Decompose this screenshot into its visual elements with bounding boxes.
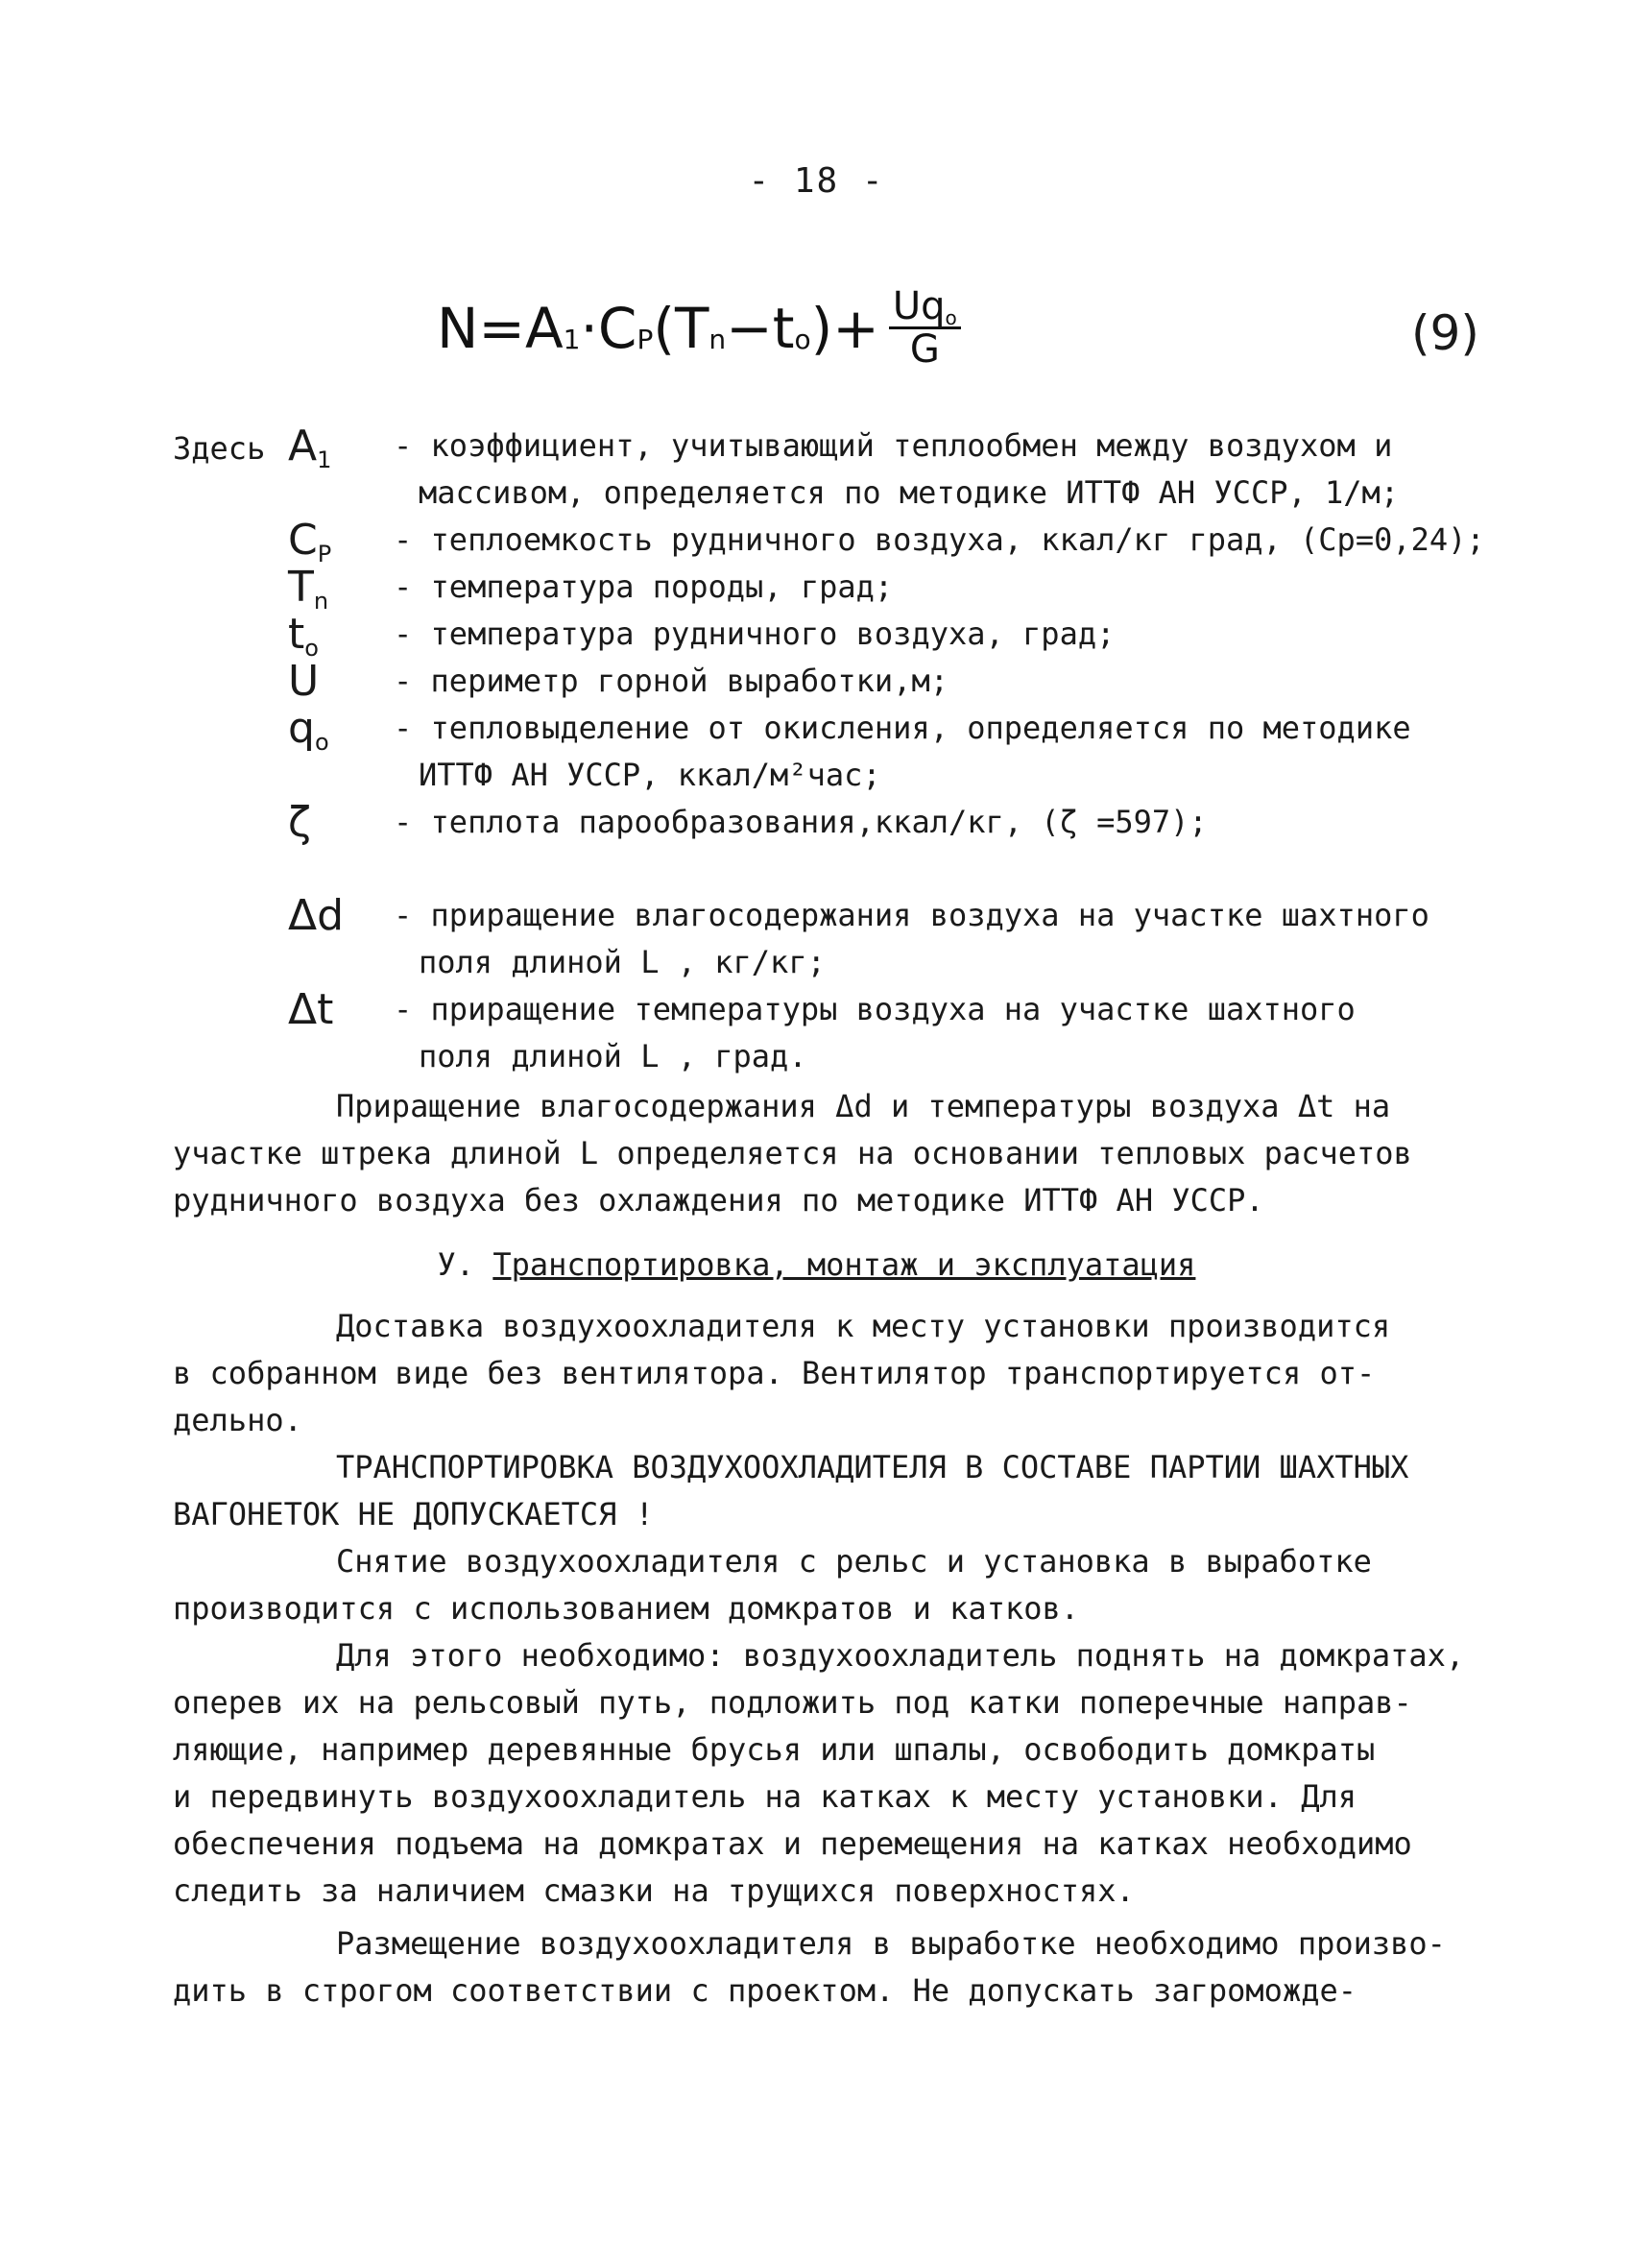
paragraph-delivery xyxy=(173,1303,1498,1444)
paragraph-line: ВАГОНЕТОК НЕ ДОПУСКАЕТСЯ ! xyxy=(173,1496,654,1532)
symbol-main: A xyxy=(288,422,318,470)
paragraph-line: оперев их на рельсовый путь, подложить под катки поперечные направ- xyxy=(173,1684,1412,1721)
definition-line: - температура породы, град; xyxy=(394,568,894,605)
definition-delta-d xyxy=(288,892,1498,986)
numerator-main: Uq xyxy=(892,284,946,328)
definition-line: ИТТФ АН УССР, ккал/м²час; xyxy=(419,757,881,793)
paragraph-line: ТРАНСПОРТИРОВКА ВОЗДУХООХЛАДИТЕЛЯ В СОСТАВЕ ПАРТИИ ШАХТНЫХ xyxy=(336,1449,1409,1485)
paragraph-line: рудничного воздуха без охлаждения по методике ИТТФ АН УССР. xyxy=(173,1182,1264,1218)
symbol xyxy=(288,422,394,476)
paragraph-line: Приращение влагосодержания Δd и температуры воздуха Δt на xyxy=(336,1088,1391,1124)
definition-to xyxy=(288,610,1498,662)
symbol xyxy=(288,892,394,939)
paragraph-increments xyxy=(173,1083,1498,1224)
symbol-main: T xyxy=(288,563,314,612)
paragraph-line: Размещение воздухоохладителя в выработке необходимо произво- xyxy=(336,1925,1446,1962)
formula-lhs: N=A xyxy=(437,295,564,361)
symbol-main: t xyxy=(288,610,305,659)
fraction-numerator xyxy=(889,286,961,329)
paragraph-line: Доставка воздухоохладителя к месту установки производится xyxy=(336,1308,1391,1344)
formula-fraction xyxy=(889,286,961,370)
definition-line: массивом, определяется по методике ИТТФ АН УССР, 1/м; xyxy=(419,474,1400,511)
symbol-sub: P xyxy=(317,541,332,567)
definition-delta-t xyxy=(288,986,1498,1080)
symbol-main: U xyxy=(288,657,320,706)
paragraph-line: дить в строгом соответствии с проектом. Не допускать загроможде- xyxy=(173,1972,1357,2009)
paragraph-line: производится с использованием домкратов и катков. xyxy=(173,1590,1080,1627)
definition-line: - коэффициент, учитывающий теплообмен между воздухом и xyxy=(394,427,1393,464)
paragraph-line: Для этого необходимо: воздухоохладитель поднять на домкратах, xyxy=(336,1637,1465,1674)
symbol xyxy=(288,705,394,759)
definition-line: поля длиной L , град. xyxy=(419,1038,807,1074)
section-title: Транспортировка, монтаж и эксплуатация xyxy=(492,1246,1196,1283)
formula-sub-p: P xyxy=(636,324,654,355)
definition-zeta xyxy=(288,799,1498,846)
symbol-main: Δd xyxy=(288,891,345,940)
definition-line: - приращение температуры воздуха на участке шахтного xyxy=(394,991,1356,1027)
symbol-sub: o xyxy=(314,729,329,756)
paragraph-procedure xyxy=(173,1632,1498,1915)
paragraph-line: ляющие, например деревянные брусья или шпалы, освободить домкраты xyxy=(173,1731,1376,1768)
symbol-sub: o xyxy=(304,635,319,662)
symbol-sub: 1 xyxy=(317,446,332,473)
formula-sub-1: 1 xyxy=(563,324,581,355)
definition-line: - приращение влагосодержания воздуха на участке шахтного xyxy=(394,897,1429,933)
spacer xyxy=(288,846,1498,892)
definition-tn xyxy=(288,563,1498,615)
paragraph-removal xyxy=(173,1538,1498,1632)
definition-line: поля длиной L , кг/кг; xyxy=(419,944,826,980)
paragraph-warning xyxy=(173,1444,1498,1538)
paragraph-line: в собранном виде без вентилятора. Вентилятор транспортируется от- xyxy=(173,1355,1376,1391)
zdes-label: Здесь xyxy=(173,430,266,467)
paragraph-line: участке штрека длиной L определяется на основании тепловых расчетов xyxy=(173,1135,1412,1171)
paragraph-line: следить за наличием смазки на трущихся поверхностях. xyxy=(173,1872,1135,1909)
formula-9 xyxy=(437,286,961,370)
symbol xyxy=(288,799,394,853)
definition-u xyxy=(288,658,1498,705)
symbol-main: q xyxy=(288,704,315,753)
symbol-main: ζ xyxy=(288,798,311,847)
formula-sub-o: o xyxy=(794,324,811,355)
equation-number: (9) xyxy=(1411,305,1479,361)
formula-sub-n: n xyxy=(708,324,727,355)
page-number: - 18 - xyxy=(748,161,885,201)
definition-line: - теплоемкость рудничного воздуха, ккал/кг град, (Cp=0,24); xyxy=(394,521,1485,558)
formula-minus: −t xyxy=(726,295,795,361)
symbol-main: C xyxy=(288,516,318,565)
paragraph-line: Снятие воздухоохладителя с рельс и установка в выработке xyxy=(336,1543,1372,1580)
definition-line: - теплота парообразования,ккал/кг, (ζ =597); xyxy=(394,804,1208,840)
definitions-list xyxy=(288,422,1498,1080)
formula-paren-open: (T xyxy=(653,295,709,361)
definition-qo xyxy=(288,705,1498,799)
fraction-denominator: G xyxy=(909,327,940,372)
symbol xyxy=(288,986,394,1033)
paragraph-line: обеспечения подъема на домкратах и перемещения на катках необходимо xyxy=(173,1825,1412,1862)
symbol-sub: n xyxy=(313,588,329,615)
section-number: У. xyxy=(437,1246,475,1283)
definition-line: - периметр горной выработки,м; xyxy=(394,663,949,699)
paragraph-line: дельно. xyxy=(173,1402,302,1438)
section-heading xyxy=(0,1246,1633,1283)
definition-a1 xyxy=(288,422,1498,517)
formula-paren-close: )+ xyxy=(810,295,879,361)
definition-cp xyxy=(288,516,1498,567)
symbol-main: Δt xyxy=(288,985,334,1034)
numerator-sub: o xyxy=(945,306,957,329)
paragraph-line: и передвинуть воздухоохладитель на катках к месту установки. Для xyxy=(173,1778,1357,1815)
definition-line: - температура рудничного воздуха, град; xyxy=(394,615,1116,652)
definition-line: - тепловыделение от окисления, определяется по методике xyxy=(394,710,1411,746)
formula-mid: ·C xyxy=(580,295,637,361)
paragraph-placement xyxy=(173,1920,1498,2015)
